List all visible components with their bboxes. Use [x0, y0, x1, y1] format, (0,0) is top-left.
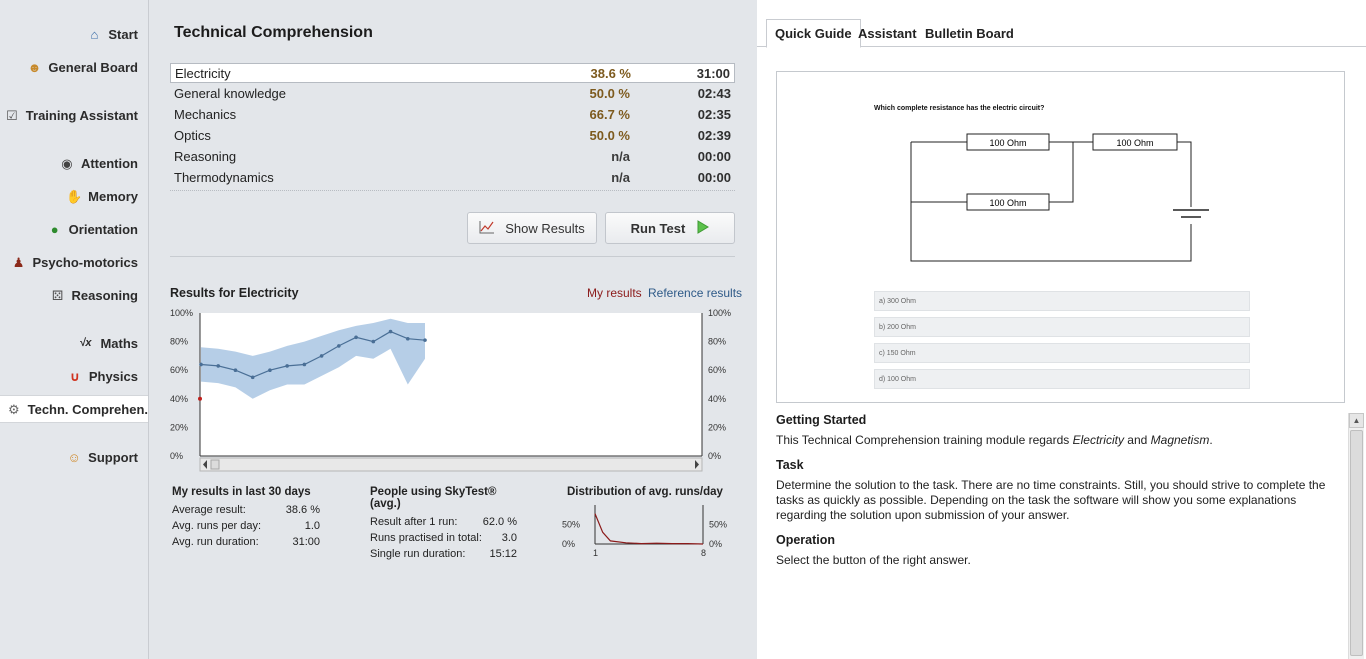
sidebar-item-maths[interactable]	[76, 332, 138, 354]
stats-row	[370, 516, 517, 532]
sidebar-item-label: General Board	[48, 59, 138, 75]
home-icon: ⌂	[90, 26, 99, 42]
reference-point	[337, 344, 341, 348]
sidebar	[0, 0, 149, 659]
resistor-1	[967, 134, 1049, 150]
film-reel-icon: ◉	[61, 155, 73, 171]
getting-started-heading: Getting Started	[776, 413, 867, 427]
topic-result: 38.6 %	[590, 65, 631, 81]
dist-y-tick-right: 0%	[709, 539, 723, 549]
sidebar-item-label: Start	[108, 26, 138, 42]
topic-result: n/a	[611, 170, 630, 185]
main-panel	[150, 0, 756, 659]
answer-button-a[interactable]: a) 300 Ohm	[874, 291, 1250, 311]
y-tick-label-left: 20%	[170, 422, 189, 433]
scroll-thumb[interactable]	[1350, 430, 1363, 656]
show-results-label: Show Results	[505, 220, 585, 236]
task-heading: Task	[776, 458, 804, 472]
topic-time: 00:00	[697, 170, 731, 185]
stats-row	[370, 532, 517, 548]
stat-label: Avg. runs per day:	[172, 520, 262, 532]
distribution-line	[595, 514, 703, 544]
y-tick-label-right: 60%	[708, 365, 727, 376]
show-results-button[interactable]	[467, 212, 597, 244]
run-test-label: Run Test	[630, 220, 686, 236]
sidebar-item-training-assistant[interactable]	[4, 104, 138, 126]
sidebar-item-label: Attention	[80, 155, 138, 171]
support-person-icon: ☺	[67, 449, 81, 465]
guide-panel	[757, 0, 1366, 659]
stat-label: Runs practised in total:	[370, 532, 482, 544]
sidebar-item-orientation[interactable]	[47, 218, 138, 240]
chart-icon	[479, 220, 495, 237]
dice-icon: ⚄	[51, 287, 64, 303]
sidebar-item-label: Reasoning	[71, 287, 138, 303]
reference-point	[251, 376, 255, 380]
topic-time: 02:43	[697, 86, 731, 101]
topic-name: Electricity	[175, 65, 231, 81]
sidebar-item-memory[interactable]	[66, 185, 138, 207]
topic-name: Mechanics	[174, 107, 237, 122]
stat-label: Avg. run duration:	[172, 536, 259, 548]
operation-heading: Operation	[776, 533, 836, 547]
reference-point	[216, 364, 220, 368]
reference-point	[423, 338, 427, 342]
sidebar-item-start[interactable]	[86, 23, 138, 45]
sidebar-item-reasoning[interactable]	[50, 284, 138, 306]
resistor-2	[1093, 134, 1177, 150]
stats-row	[172, 520, 320, 536]
joystick-icon: ♟	[12, 254, 25, 270]
sidebar-item-attention[interactable]	[59, 152, 138, 174]
table-row[interactable]	[170, 63, 735, 83]
reference-point	[303, 363, 307, 367]
reference-point	[372, 340, 376, 344]
magnet-icon: ∪	[69, 368, 81, 384]
distribution-title: Distribution of avg. runs/day	[567, 486, 723, 498]
table-row[interactable]	[170, 146, 735, 167]
results-chart	[166, 305, 741, 475]
sidebar-item-label: Training Assistant	[25, 107, 138, 123]
y-tick-label-right: 100%	[708, 308, 732, 318]
y-tick-label-right: 0%	[708, 451, 722, 461]
sidebar-item-support[interactable]	[66, 446, 138, 468]
reference-point	[406, 337, 410, 341]
circuit-diagram	[777, 72, 1346, 272]
distribution-chart	[560, 500, 745, 565]
stat-value: 3.0	[501, 532, 517, 544]
task-preview	[776, 71, 1345, 403]
reference-point	[268, 368, 272, 372]
answer-button-c[interactable]: c) 150 Ohm	[874, 343, 1250, 363]
gear-icon: ⚙	[7, 401, 20, 417]
stat-label: Single run duration:	[370, 548, 466, 560]
dist-x-tick: 1	[593, 548, 599, 558]
stat-label: Result after 1 run:	[370, 516, 458, 528]
table-row[interactable]	[170, 167, 735, 188]
resistor-3	[967, 194, 1049, 210]
sidebar-item-psycho-motorics[interactable]	[11, 251, 138, 273]
dist-x-tick: 8	[701, 548, 707, 558]
stat-value: 1.0	[304, 520, 320, 532]
dist-y-tick-left: 50%	[562, 519, 581, 530]
topic-table	[170, 63, 735, 191]
globe-icon: ●	[50, 221, 59, 237]
table-row[interactable]	[170, 83, 735, 104]
dist-y-tick-right: 50%	[709, 519, 728, 530]
topic-result: n/a	[611, 149, 630, 164]
run-test-button[interactable]	[605, 212, 735, 244]
topic-name: Thermodynamics	[174, 170, 274, 185]
topic-time: 02:39	[697, 128, 731, 143]
task-text: Determine the solution to the task. There are no time constraints. Still, you should strive to complete the tasks as quickly as possible. Depending on the task the software will show you some explanations regarding the solution upon submission of your answer.	[776, 478, 1326, 522]
tab-quick-guide[interactable]: Quick Guide	[766, 19, 861, 48]
reference-point	[234, 368, 238, 372]
topic-result: 50.0 %	[589, 128, 630, 143]
task-question: Which complete resistance has the electric circuit?	[874, 105, 1045, 112]
topic-time: 02:35	[697, 107, 731, 122]
stats-row	[370, 548, 517, 564]
divider	[170, 256, 735, 257]
y-tick-label-right: 20%	[708, 422, 727, 433]
quick-guide-text	[776, 413, 1336, 578]
sidebar-item-general-board[interactable]	[26, 56, 138, 78]
sidebar-item-label: Orientation	[68, 221, 138, 237]
y-tick-label-left: 80%	[170, 336, 189, 347]
legend-reference-results[interactable]: Reference results	[648, 286, 743, 300]
sidebar-item-label: Support	[88, 449, 138, 465]
people-stats-title: People using SkyTest® (avg.)	[370, 486, 497, 510]
operation-text: Select the button of the right answer.	[776, 553, 971, 567]
tab-bar	[757, 0, 1366, 47]
table-row[interactable]	[170, 104, 735, 125]
stats-row	[172, 536, 320, 552]
sidebar-item-label: Physics	[88, 368, 138, 384]
sidebar-item-label: Maths	[100, 335, 138, 351]
dist-y-tick-left: 0%	[562, 539, 576, 549]
users-icon: ☻	[27, 59, 42, 75]
getting-started-text: This Technical Comprehension training module regards Electricity and Magnetism.	[776, 433, 1213, 447]
table-row[interactable]	[170, 125, 735, 146]
checklist-icon: ☑	[5, 107, 18, 123]
topic-result: 50.0 %	[589, 86, 630, 101]
y-tick-label-left: 100%	[170, 308, 194, 318]
y-tick-label-right: 80%	[708, 336, 727, 347]
guide-scrollbar[interactable]	[1348, 413, 1364, 659]
my-stats-title: My results in last 30 days	[172, 486, 311, 498]
sidebar-item-label: Techn. Comprehen.	[27, 401, 148, 417]
svg-text:100 Ohm: 100 Ohm	[989, 198, 1027, 208]
sidebar-item-label: Memory	[88, 188, 138, 204]
topic-time: 31:00	[696, 65, 730, 81]
topic-name: Optics	[174, 128, 211, 143]
svg-text:100 Ohm: 100 Ohm	[1116, 138, 1154, 148]
sidebar-item-label: Psycho-motorics	[32, 254, 138, 270]
topic-time: 00:00	[697, 149, 731, 164]
sidebar-item-physics[interactable]	[67, 365, 138, 387]
legend-my-results[interactable]: My results	[587, 286, 642, 300]
chart-scroll-thumb[interactable]	[211, 460, 219, 469]
stat-label: Average result:	[172, 504, 246, 516]
stat-value: 62.0 %	[482, 516, 517, 528]
page-title: Technical Comprehension	[174, 24, 373, 41]
topic-result: 66.7 %	[589, 107, 630, 122]
tab-assistant[interactable]: Assistant	[858, 25, 917, 41]
scroll-up-icon[interactable]: ▲	[1349, 413, 1364, 428]
y-tick-label-left: 0%	[170, 451, 184, 461]
reference-point	[199, 363, 203, 367]
sqrt-icon: √x	[79, 336, 92, 349]
answer-button-d[interactable]: d) 100 Ohm	[874, 369, 1250, 389]
stat-value: 31:00	[292, 536, 320, 548]
reference-point	[354, 336, 358, 340]
tab-bulletin-board[interactable]: Bulletin Board	[925, 25, 1014, 41]
reference-point	[285, 364, 289, 368]
results-title: Results for Electricity	[170, 286, 299, 300]
chart-scrollbar[interactable]	[200, 458, 702, 471]
stat-value: 38.6 %	[285, 504, 320, 516]
people-stats	[370, 486, 517, 564]
stat-value: 15:12	[489, 548, 517, 560]
y-tick-label-left: 60%	[170, 365, 189, 376]
topic-name: General knowledge	[174, 86, 287, 101]
play-icon	[695, 220, 709, 237]
my-result-point	[198, 397, 202, 401]
reference-point	[389, 330, 393, 334]
y-tick-label-right: 40%	[708, 393, 727, 404]
reference-point	[320, 354, 324, 358]
svg-text:100 Ohm: 100 Ohm	[989, 138, 1027, 148]
sidebar-item-techn-comprehen[interactable]	[0, 395, 148, 423]
y-tick-label-left: 40%	[170, 393, 189, 404]
my-stats	[172, 486, 320, 552]
stats-row	[172, 504, 320, 520]
topic-name: Reasoning	[174, 149, 237, 164]
memory-hand-icon: ✋	[66, 188, 83, 204]
answer-button-b[interactable]: b) 200 Ohm	[874, 317, 1250, 337]
